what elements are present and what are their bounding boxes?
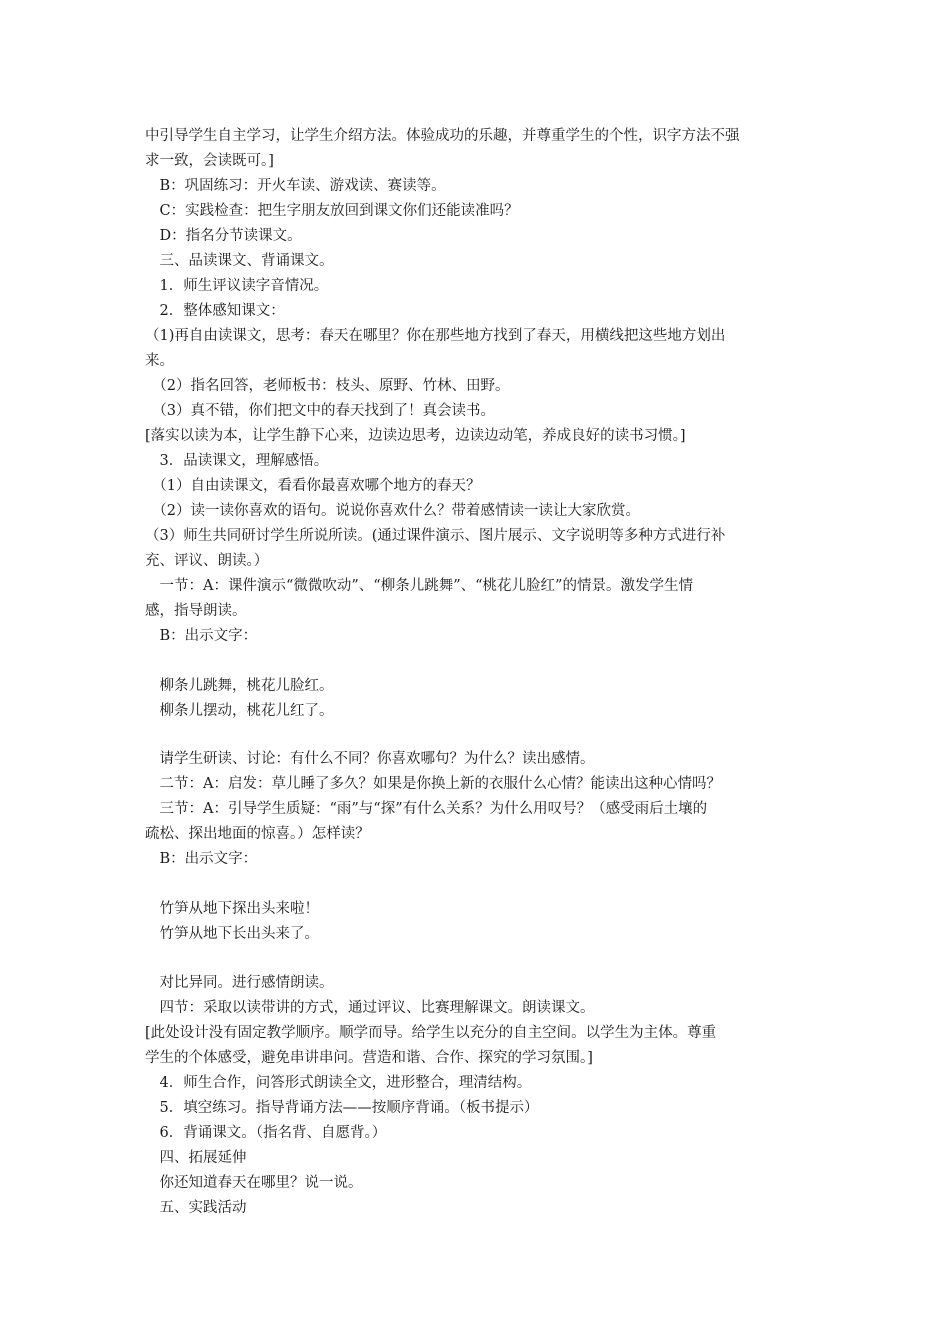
text-line: 学生的个体感受，避免串讲串问。营造和谐、合作、探究的学习氛围。]	[145, 1050, 593, 1066]
text-line: 疏松、探出地面的惊喜。）怎样读？	[145, 826, 370, 842]
text-line: B：出示文字：	[145, 628, 258, 644]
quote-line: 柳条儿跳舞，桃花儿脸红。	[145, 678, 334, 694]
text-line: 2．整体感知课文：	[145, 303, 285, 319]
quote-line: 柳条儿摆动，桃花儿红了。	[145, 703, 334, 719]
text-line: 三、品读课文、背诵课文。	[145, 253, 334, 269]
text-line: 对比异同。进行感情朗读。	[145, 975, 334, 991]
text-line: 6．背诵课文。（指名背、自愿背。）	[145, 1125, 387, 1141]
section-heading: 五、实践活动	[145, 1200, 247, 1216]
text-line: 中引导学生自主学习，让学生介绍方法。体验成功的乐趣，并尊重学生的个性，识字方法不强	[145, 128, 740, 144]
text-line: 二节：A：启发：草儿睡了多久？如果是你换上新的衣服什么心情？能读出这种心情吗？	[145, 776, 721, 792]
text-line: 5．填空练习。指导背诵方法——按顺序背诵。（板书提示）	[145, 1100, 539, 1116]
text-line: （1)再自由读课文，思考：春天在哪里？你在那些地方找到了春天，用横线把这些地方划出	[145, 328, 726, 344]
text-line: 感，指导朗读。	[145, 603, 247, 619]
text-line: C：实践检查：把生字朋友放回到课文你们还能读准吗？	[145, 203, 519, 219]
text-line: （3）真不错，你们把文中的春天找到了！真会读书。	[145, 403, 495, 419]
text-line: （1）自由读课文，看看你最喜欢哪个地方的春天？	[145, 478, 481, 494]
text-line: 1．师生评议读字音情况。	[145, 278, 329, 294]
text-line: 三节：A：引导学生质疑：“雨”与“探”有什么关系？为什么用叹号？（感受雨后土壤的	[145, 801, 708, 817]
text-line: （2）读一读你喜欢的语句。说说你喜欢什么？带着感情读一读让大家欣赏。	[145, 503, 640, 519]
quote-line: 竹笋从地下长出头来了。	[145, 926, 319, 942]
text-line: 充、评议、朗读。）	[145, 553, 269, 569]
text-line: 求一致，会读既可。]	[145, 153, 274, 169]
text-line: 3．品读课文，理解感悟。	[145, 453, 329, 469]
text-line: D：指名分节读课文。	[145, 228, 302, 244]
quote-line: 竹笋从地下探出头来啦！	[145, 901, 319, 917]
text-line: B：出示文字：	[145, 851, 258, 867]
text-line: 来。	[145, 353, 174, 369]
section-heading: 四、拓展延伸	[145, 1150, 247, 1166]
text-line: B：巩固练习：开火车读、游戏读、赛读等。	[145, 178, 446, 194]
text-line: [此处设计没有固定教学顺序。顺学而导。给学生以充分的自主空间。以学生为主体。尊重	[145, 1025, 717, 1041]
text-line: 你还知道春天在哪里？说一说。	[145, 1175, 363, 1191]
text-line: 四节：采取以读带讲的方式，通过评议、比赛理解课文。朗读课文。	[145, 1000, 595, 1016]
text-line: （3）师生共同研讨学生所说所读。(通过课件演示、图片展示、文字说明等多种方式进行补	[145, 528, 726, 544]
text-line: 一节：A：课件演示“微微吹动”、“柳条儿跳舞”、“桃花儿脸红”的情景。激发学生情	[145, 578, 693, 594]
text-line: 4．师生合作，问答形式朗读全文，进形整合，理清结构。	[145, 1075, 532, 1091]
text-line: （2）指名回答，老师板书：枝头、原野、竹林、田野。	[145, 378, 510, 394]
text-line: [落实以读为本，让学生静下心来，边读边思考，边读边动笔，养成良好的读书习惯。]	[145, 428, 686, 444]
text-line: 请学生研读、讨论：有什么不同？你喜欢哪句？为什么？读出感情。	[145, 751, 595, 767]
